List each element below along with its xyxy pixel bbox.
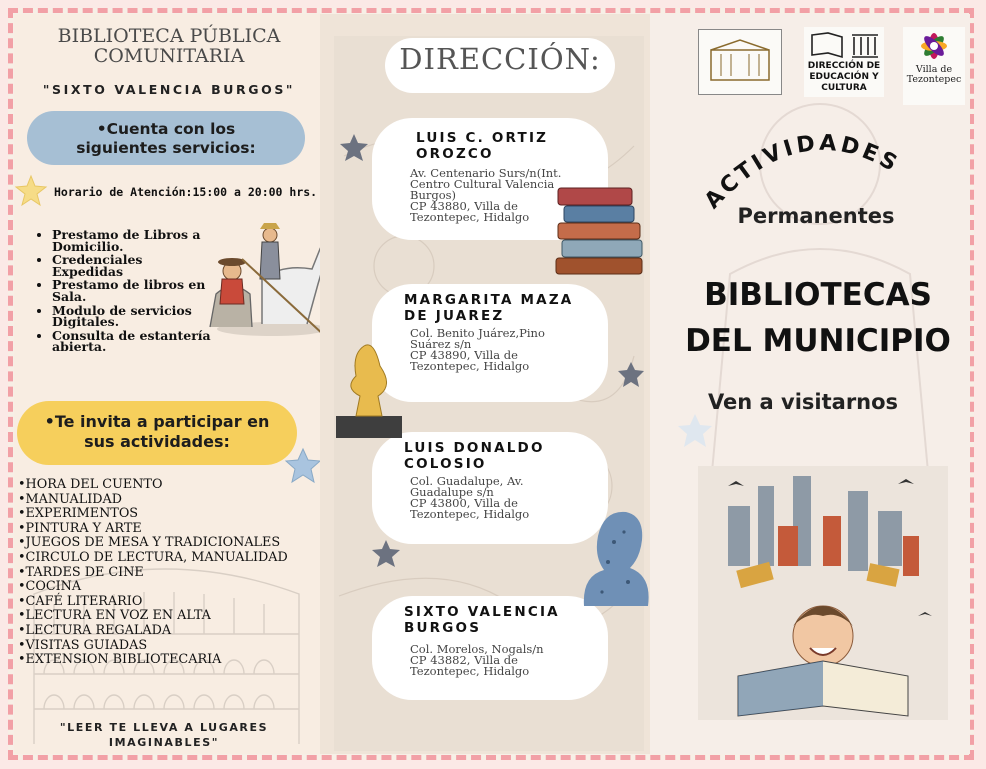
- svg-text:ACTIVIDADES: [700, 131, 904, 214]
- books-stack-illustration: [552, 180, 648, 280]
- list-item: •COCINA: [18, 579, 82, 595]
- invite-pill: •Te invita a participar en sus actividades:: [17, 401, 297, 465]
- flower-emblem-icon: [917, 29, 951, 63]
- library-card-2: [372, 284, 608, 402]
- city-hall-icon: [699, 30, 781, 94]
- list-item: •LECTURA EN VOZ EN ALTA: [18, 608, 211, 624]
- quote: [24, 720, 304, 750]
- list-item: •VISITAS GUIADAS: [18, 637, 148, 653]
- list-item: •HORA DEL CUENTO: [18, 477, 163, 492]
- list-item: •CIRCULO DE LECTURA, MANUALIDAD: [18, 549, 288, 565]
- library-subtitle: "SIXTO VALENCIA BURGOS": [42, 82, 296, 97]
- direccion-educacion-text: DIRECCIÓN DE EDUCACIÓN Y CULTURA: [807, 61, 881, 93]
- headline: [668, 272, 968, 364]
- quote-line2: IMAGINABLES": [108, 736, 220, 749]
- yellow-star-icon: [14, 174, 48, 208]
- tagline: Ven a visitarnos: [707, 390, 899, 414]
- bust-statue-illustration: [334, 336, 404, 442]
- list-item: •EXPERIMENTOS: [18, 506, 139, 522]
- headline-line1: BIBLIOTECAS: [704, 277, 932, 313]
- library-address: Av. Centenario Surs/n(Int. Centro Cultural Valencia Burgos) CP 43880, Villa de Tezontepec, Hidalgo: [410, 166, 562, 224]
- list-item: • Modulo de servicios Digitales.: [52, 305, 214, 328]
- library-name: SIXTO VALENCIA BURGOS: [404, 604, 560, 636]
- library-title-line1: BIBLIOTECA PÚBLICA: [57, 25, 281, 47]
- villa-tezontepec-text: [903, 65, 965, 85]
- library-name: LUIS C. ORTIZ OROZCO: [416, 130, 549, 162]
- dark-star-icon: [338, 132, 370, 164]
- silhouette-head-illustration: [574, 502, 654, 608]
- villa-line2: Tezontepec: [906, 74, 962, 85]
- dark-star-icon: [370, 538, 402, 570]
- list-item: •TARDES DE CINE: [18, 564, 144, 580]
- library-address: Col. Benito Juárez,Pino Suárez s/n CP 43890, Villa de Tezontepec, Hidalgo: [410, 326, 545, 373]
- villa-tezontepec-logo: [903, 27, 965, 105]
- list-item: • Credenciales Expedidas: [52, 254, 214, 277]
- ayuntamiento-logo: [698, 29, 782, 95]
- library-name: MARGARITA MAZA DE JUAREZ: [404, 292, 574, 324]
- boy-reading-image: [698, 466, 948, 720]
- permanentes-text: Permanentes: [737, 204, 895, 228]
- library-title: [34, 26, 304, 66]
- left-panel: [14, 14, 320, 754]
- list-item: •EXTENSION BIBLIOTECARIA: [18, 652, 222, 668]
- list-item: • Consulta de estantería abierta.: [52, 330, 214, 353]
- villa-line1: Villa de: [915, 64, 953, 75]
- opening-hours: Horario de Atención:15:00 a 20:00 hrs.: [54, 185, 318, 199]
- list-item: •JUEGOS DE MESA Y TRADICIONALES: [18, 535, 281, 551]
- library-card-3: [372, 432, 608, 544]
- quote-line1: "LEER TE LLEVA A LUGARES: [59, 721, 269, 734]
- list-item: •LECTURA REGALADA: [18, 622, 172, 638]
- library-title-line2: COMUNITARIA: [93, 45, 245, 67]
- headline-line2: DEL MUNICIPIO: [685, 323, 951, 359]
- list-item: •MANUALIDAD: [18, 491, 123, 507]
- library-address: Col. Morelos, Nogals/n CP 43882, Villa de Tezontepec, Hidalgo: [410, 642, 544, 678]
- direccion-educacion-logo: [804, 27, 884, 97]
- list-item: •PINTURA Y ARTE: [18, 520, 142, 536]
- faded-blue-star-icon: [676, 412, 714, 450]
- list-item: •CAFÉ LITERARIO: [18, 593, 143, 609]
- list-item: • Prestamo de Libros a Domicilio.: [52, 229, 214, 252]
- boy-reading-illustration: [698, 466, 948, 720]
- don-quixote-illustration: [202, 209, 328, 339]
- list-item: • Prestamo de libros en Sala.: [52, 279, 214, 302]
- book-columns-icon: [808, 29, 880, 59]
- dark-star-icon: [616, 360, 646, 390]
- library-name: LUIS DONALDO COLOSIO: [404, 440, 545, 472]
- library-card-4: [372, 596, 608, 700]
- activities-list: [18, 478, 318, 668]
- services-pill: •Cuenta con los siguientes servicios:: [27, 111, 305, 165]
- library-address: Col. Guadalupe, Av. Guadalupe s/n CP 43800, Villa de Tezontepec, Hidalgo: [410, 474, 530, 521]
- services-list: [34, 229, 214, 355]
- direccion-heading: DIRECCIÓN:: [399, 42, 601, 76]
- actividades-text: ACTIVIDADES: [700, 130, 904, 214]
